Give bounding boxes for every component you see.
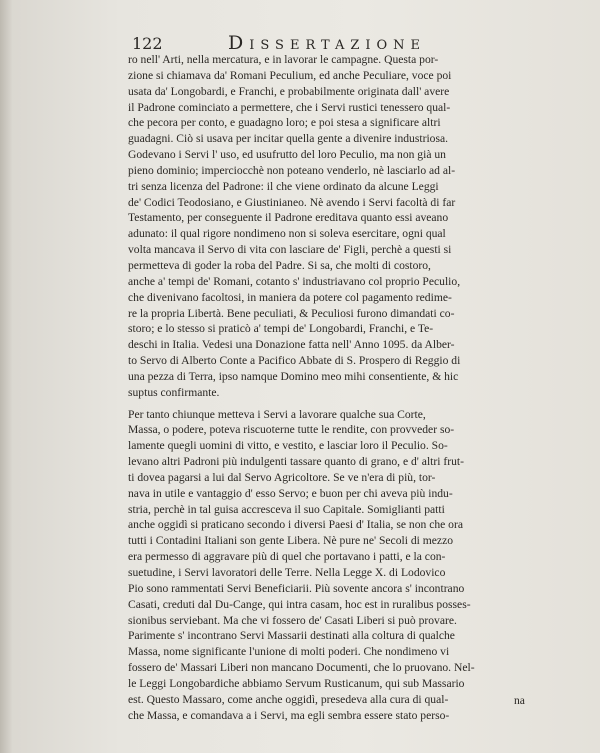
text-line: una pezza di Terra, ipso namque Domino meo mihi consentiente, & hic (128, 369, 459, 383)
text-line: era permesso di aggravare più di quel che portavano i patti, e la con- (128, 550, 446, 564)
text-line: guadagni. Ciò si usava per incitar quella gente a divenire industriosa. (128, 132, 449, 146)
text-line: il Padrone cominciato a permettere, che i Servi rustici tenessero qual- (128, 100, 451, 114)
text-line: sionibus serviebant. Ma che vi fossero de' Casati Liberi si può provare. (128, 613, 457, 627)
text-line: Casati, creduti dal Du-Cange, qui intra casam, hoc est in ruralibus posses- (128, 597, 471, 611)
text-line: che pecora per conto, e guadagno loro; e poi stesa a significare altri (128, 116, 441, 130)
text-line: Pio sono rammentati Servi Beneficiarii. Più sovente ancora s' incontrano (128, 581, 465, 595)
text-line: suptus confirmante. (128, 385, 220, 399)
text-line: che divenivano facoltosi, in maniera da potere col pagamento redime- (128, 290, 452, 304)
text-line: adunato: il qual rigore nondimeno non si soleva esercitare, ogni qual (128, 227, 446, 241)
text-line: fossero de' Massari Liberi non mancano Documenti, che lo pruovano. Nel- (128, 661, 475, 675)
text-line: che Massa, e comandava a i Servi, ma egli sembra essere stato perso- (128, 708, 450, 722)
page-gutter (0, 0, 12, 753)
text-line: ro nell' Arti, nella mercatura, e in lavorar le campagne. Questa por- (128, 53, 439, 66)
running-head: Dissertazione (228, 32, 427, 54)
page-number: 122 (132, 34, 163, 53)
text-line: pieno dominio; imperciocchè non poteano venderlo, nè lasciarlo ad al- (128, 163, 456, 177)
text-line: est. Questo Massaro, come anche oggidì, presedeva alla cura di qual- (128, 692, 449, 706)
text-line: nava in utile e vantaggio d' esso Servo; e buon per chi aveva più indu- (128, 486, 453, 500)
text-line: anche oggidì si praticano secondo i diversi Paesi d' Italia, se non che ora (128, 518, 463, 532)
catchword: na (514, 694, 525, 707)
text-line: stria, perchè in tal guisa accresceva il suo Capitale. Somiglianti patti (128, 502, 445, 516)
text-line: lamente quegli uomini di vitto, e vestito, e lasciar loro il Peculio. So- (128, 439, 448, 453)
text-line: Godevano i Servi l' uso, ed usufrutto del loro Peculio, ma non già un (128, 148, 446, 162)
text-line: zione si chiamava da' Romani Peculium, ed anche Peculiare, voce poi (128, 68, 452, 82)
text-line: anche a' tempi de' Romani, cotanto s' industriavano col proprio Peculio, (128, 274, 461, 288)
text-line: levano altri Padroni più indulgenti tassare quanto di grano, e d' altri frut- (128, 455, 464, 469)
text-line: tri senza licenza del Padrone: il che viene ordinato da alcune Leggi (128, 179, 439, 193)
text-line: Parimente s' incontrano Servi Massarii destinati alla coltura di qualche (128, 629, 455, 643)
text-line: Massa, o podere, poteva riscuoterne tutte le rendite, con provveder so- (128, 423, 455, 437)
text-line: de' Codici Teodosiano, e Giustinianeo. Nè avendo i Servi facoltà di far (128, 195, 456, 209)
text-line: volta mancava il Servo di vita con lasciare de' Figli, perchè a questi si (128, 243, 452, 257)
text-line: Testamento, per conseguente il Padrone ereditava quanto essi aveano (128, 211, 449, 225)
text-line: re la propria Libertà. Bene peculiati, & Peculiosi furono dimandati co- (128, 306, 455, 320)
text-line: suetudine, i Servi lavoratori delle Terre. Nella Legge X. di Lodovico (128, 566, 446, 579)
text-line: tutti i Contadini Italiani son gente Libera. Nè pure ne' Secoli di mezzo (128, 534, 454, 548)
text-line: Massa, nome significante l'unione di molti poderi. Che nondimeno vi (128, 645, 450, 659)
text-line: storo; e lo stesso si praticò a' tempi de' Longobardi, Franchi, e Te- (128, 322, 434, 336)
text-line: le Leggi Longobardiche abbiamo Servum Rusticanum, qui sub Massario (128, 676, 465, 690)
text-line: permetteva di goder la roba del Padre. Si sa, che molti di costoro, (128, 258, 431, 272)
text-line: ti dovea pagarsi a lui dal Servo Agricoltore. Se ve n'era di più, tor- (128, 470, 436, 484)
body-text (128, 52, 560, 723)
text-line: deschi in Italia. Vedesi una Donazione fatta nell' Anno 1095. da Alber- (128, 338, 455, 352)
text-line: usata da' Longobardi, e Franchi, e probabilmente originata dall' avere (128, 84, 450, 98)
text-line: Per tanto chiunque metteva i Servi a lavorare qualche sua Corte, (128, 407, 426, 421)
text-line: to Servo di Alberto Conte a Pacifico Abbate di S. Prospero di Reggio di (128, 354, 461, 368)
